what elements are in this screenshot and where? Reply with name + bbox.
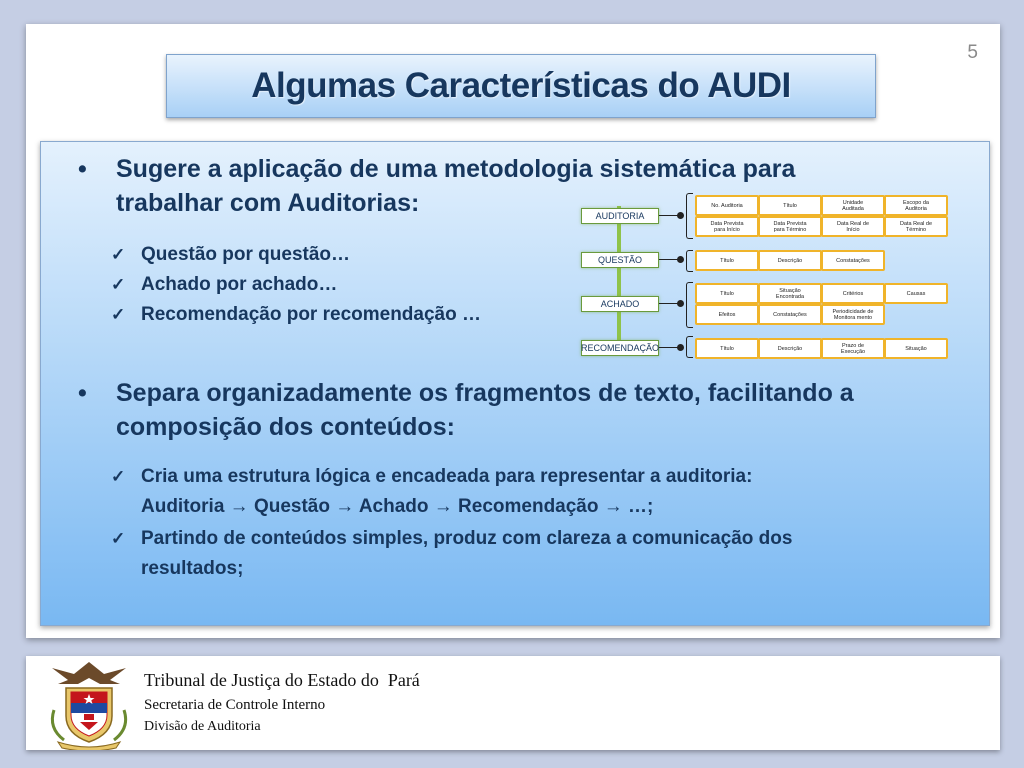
bullet-1-line1: Sugere a aplicação de uma metodologia sistemática para (116, 155, 796, 183)
subitem-1-3 (111, 300, 481, 330)
field-cell: Título (695, 250, 759, 271)
brace (686, 282, 693, 328)
subitem-text: Achado por achado… (141, 274, 338, 295)
slide (26, 24, 1000, 638)
field-cell: Efeitos (695, 304, 759, 325)
check-icon: ✓ (111, 305, 126, 324)
stage-auditoria: AUDITORIA (581, 208, 659, 224)
field-cell: Escopo da Auditoria (884, 195, 948, 216)
subitem-text: Auditoria → Questão → Achado → Recomendação → …; (141, 496, 654, 517)
check-icon: ✓ (111, 467, 126, 486)
subitem-1-2 (111, 270, 338, 300)
subitem-text: resultados; (141, 558, 244, 579)
field-cell: Situação Encontrada (758, 283, 822, 304)
subitem-2-1 (111, 462, 753, 522)
field-cell: Data Real de Término (884, 216, 948, 237)
stage-questao: QUESTÃO (581, 252, 659, 268)
stage-achado: ACHADO (581, 296, 659, 312)
subitem-1-1 (111, 240, 351, 270)
footer (26, 656, 1000, 750)
check-icon: ✓ (111, 529, 126, 548)
subitem-text: Partindo de conteúdos simples, produz com clareza a comunicação dos (141, 528, 793, 549)
bullet-2 (78, 376, 854, 444)
bullet-2-line2: composição dos conteúdos: (116, 413, 455, 441)
brace (686, 193, 693, 239)
footer-court-name: Tribunal de Justiça do Estado do Pará (144, 670, 420, 690)
field-cell: Título (695, 338, 759, 359)
field-cell: No. Auditoria (695, 195, 759, 216)
field-cell: Unidade Auditada (821, 195, 885, 216)
field-cell: Descrição (758, 338, 822, 359)
field-cell: Título (695, 283, 759, 304)
subitem-text: Recomendação por recomendação … (141, 304, 481, 325)
footer-department: Secretaria de Controle Interno (144, 697, 326, 713)
field-cell: Título (758, 195, 822, 216)
field-cell: Situação (884, 338, 948, 359)
slide-title: Algumas Características do AUDI (251, 66, 791, 105)
subitem-2-2 (111, 524, 793, 584)
footer-division: Divisão de Auditoria (144, 719, 261, 734)
field-cell: Prazo de Execução (821, 338, 885, 359)
field-cell: Data Real de Início (821, 216, 885, 237)
field-cell: Data Prevista para Término (758, 216, 822, 237)
page-number: 5 (967, 42, 978, 63)
field-cell: Descrição (758, 250, 822, 271)
diagram-spine (617, 206, 621, 342)
audit-structure-diagram (561, 192, 981, 392)
subitem-text: Cria uma estrutura lógica e encadeada para representar a auditoria: (141, 466, 753, 487)
field-cell: Constatações (758, 304, 822, 325)
field-cell: Periodicidade de Monitora mento (821, 304, 885, 325)
field-cell: Critérios (821, 283, 885, 304)
stage-recomendacao: RECOMENDAÇÃO (581, 340, 659, 356)
bullet-2-line1: Separa organizadamente os fragmentos de texto, facilitando a (116, 379, 854, 407)
content-box (40, 141, 990, 626)
connector-knob (677, 212, 684, 219)
connector-knob (677, 300, 684, 307)
field-cell: Data Prevista para Início (695, 216, 759, 237)
brace (686, 336, 693, 358)
check-icon: ✓ (111, 275, 126, 294)
brace (686, 250, 693, 272)
connector-knob (677, 256, 684, 263)
field-cell: Constatações (821, 250, 885, 271)
title-box (166, 54, 876, 118)
field-cell: Causas (884, 283, 948, 304)
bullet-marker: • (78, 155, 87, 183)
bullet-marker: • (78, 379, 87, 407)
check-icon: ✓ (111, 245, 126, 264)
court-emblem-icon (44, 658, 134, 750)
connector-knob (677, 344, 684, 351)
subitem-text: Questão por questão… (141, 244, 351, 265)
bullet-1-line2: trabalhar com Auditorias: (116, 189, 420, 217)
